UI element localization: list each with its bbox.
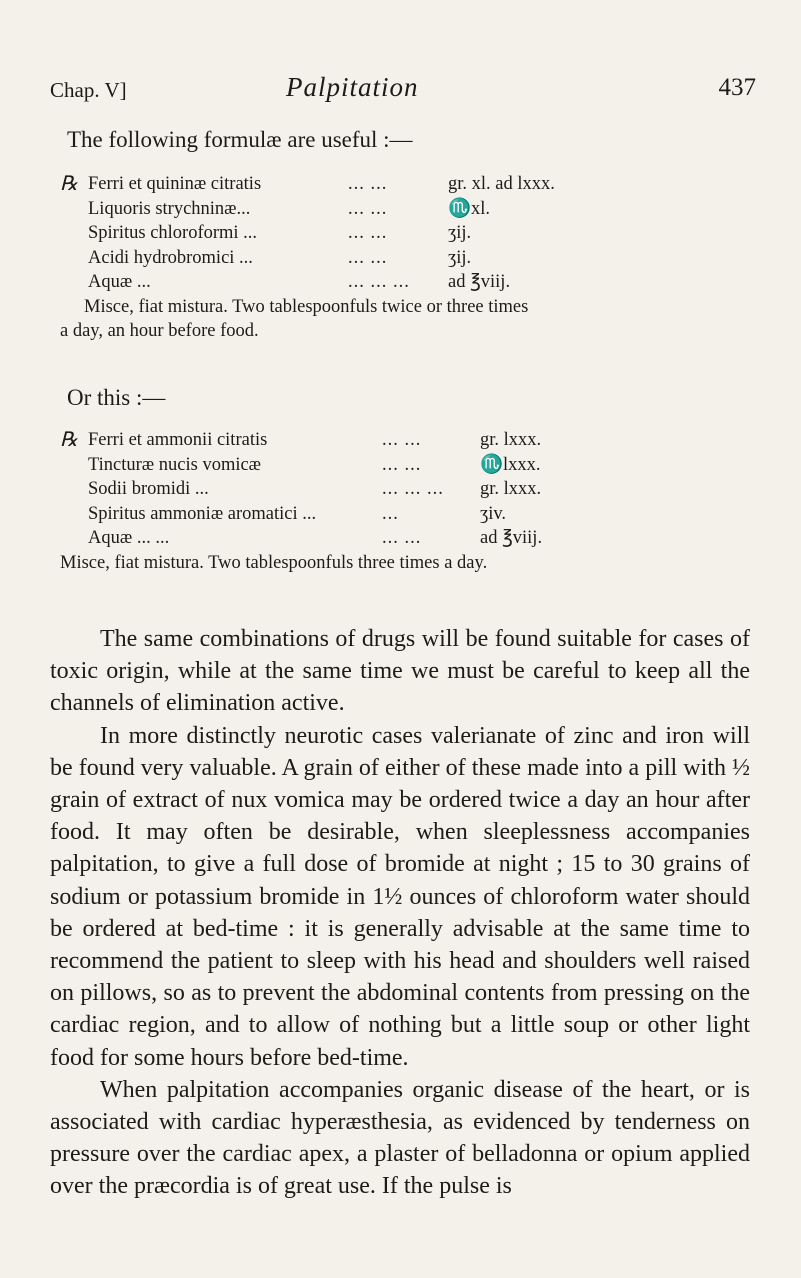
leader-dots: ... ... bbox=[348, 223, 388, 243]
ingredient-line bbox=[60, 453, 750, 478]
ingredient-name: Ferri et ammonii citratis bbox=[88, 430, 268, 450]
ingredient-dose: gr. lxxx. bbox=[480, 479, 542, 499]
body-text bbox=[50, 623, 750, 1203]
ingredient-dose: ♏xl. bbox=[448, 198, 491, 219]
leader-dots: ... ... ... bbox=[382, 479, 444, 499]
formulae-intro: The following formulæ are useful :— bbox=[67, 127, 413, 152]
page-number: 437 bbox=[718, 74, 756, 101]
running-head bbox=[50, 74, 756, 110]
ingredient-line bbox=[60, 246, 750, 271]
ingredient-name: Aquæ ... ... bbox=[88, 528, 170, 548]
leader-dots: ... ... bbox=[382, 430, 422, 450]
ingredient-dose: ʒij. bbox=[448, 223, 472, 243]
leader-dots: ... ... ... bbox=[348, 272, 410, 292]
paragraph: The same combinations of drugs will be found suitable for cases of toxic origin, while at the same time we must be careful to keep all the channels of elimination active. bbox=[50, 626, 750, 717]
ingredient-dose: ad ℥viij. bbox=[480, 528, 543, 548]
formula-directions: Misce, fiat mistura. Two tablespoonfuls three times a day. bbox=[60, 552, 488, 573]
page-title: Palpitation bbox=[286, 72, 419, 102]
ingredient-line bbox=[60, 270, 750, 295]
ingredient-name: Spiritus ammoniæ aromatici ... bbox=[88, 503, 317, 524]
leader-dots: ... ... bbox=[348, 174, 388, 194]
ingredient-line bbox=[60, 221, 750, 246]
ingredient-name: Liquoris strychninæ... bbox=[88, 198, 251, 219]
ingredient-dose: gr. xl. ad lxxx. bbox=[448, 174, 555, 194]
paragraph: In more distinctly neurotic cases valerianate of zinc and iron will be found very valuable. A grain of either of these made into a pill with ½ grain of extract of nux vomica may be ordered twice a day an hour after food. It may often be desirable, when sleeplessness accompanies palpitation, to give a full dose of bromide at night ; 15 to 30 grains of sodium or potassium bromide in 1½ ounces of chloroform water should be ordered at bed-time : it is generally advisable at the same time to recommend the patient to sleep with his head and shoulders well raised on pillows, so as to prevent the abdominal contents from pressing on the cardiac region, and to allow of nothing but a little soup or other light food for some hours before bed-time. bbox=[50, 722, 750, 1071]
ingredient-dose: ad ℥viij. bbox=[448, 272, 511, 292]
ingredient-name: Ferri et quininæ citratis bbox=[88, 174, 262, 194]
formula-directions: Misce, fiat mistura. Two tablespoonfuls twice or three times bbox=[84, 296, 529, 317]
ingredient-dose: gr. lxxx. bbox=[480, 430, 542, 450]
formula-2 bbox=[60, 428, 750, 575]
ingredient-name: Tincturæ nucis vomicæ bbox=[88, 454, 262, 475]
ingredient-line bbox=[60, 477, 750, 502]
recipe-symbol: ℞ bbox=[60, 429, 78, 451]
chapter-label: Chap. V] bbox=[50, 78, 127, 102]
ingredient-line bbox=[60, 502, 750, 527]
ingredient-name: Spiritus chloroformi ... bbox=[88, 223, 258, 243]
leader-dots: ... ... bbox=[348, 247, 388, 268]
ingredient-line bbox=[60, 428, 750, 453]
leader-dots: ... ... bbox=[348, 198, 388, 219]
leader-dots: ... bbox=[382, 503, 399, 524]
ingredient-line bbox=[60, 197, 750, 222]
ingredient-dose: ʒij. bbox=[448, 247, 472, 268]
ingredient-dose: ʒiv. bbox=[480, 503, 507, 524]
ingredient-name: Acidi hydrobromici ... bbox=[88, 247, 253, 268]
leader-dots: ... ... bbox=[382, 454, 422, 475]
ingredient-name: Aquæ ... bbox=[88, 272, 151, 292]
ingredient-line bbox=[60, 172, 750, 197]
ingredient-name: Sodii bromidi ... bbox=[88, 479, 209, 499]
formula-directions-continued: a day, an hour before food. bbox=[60, 321, 259, 341]
ingredient-line bbox=[60, 526, 750, 551]
recipe-symbol: ℞ bbox=[60, 173, 78, 195]
paragraph: When palpitation accompanies organic disease of the heart, or is associated with cardiac hyperæsthesia, as evidenced by tenderness on pressure over the cardiac apex, a plaster of belladonna or opium applied over the præcordia is of great use. If the pulse is bbox=[50, 1076, 750, 1200]
alternative-intro: Or this :— bbox=[67, 385, 166, 410]
leader-dots: ... ... bbox=[382, 528, 422, 548]
formula-1 bbox=[60, 172, 750, 344]
ingredient-dose: ♏lxxx. bbox=[480, 454, 541, 475]
